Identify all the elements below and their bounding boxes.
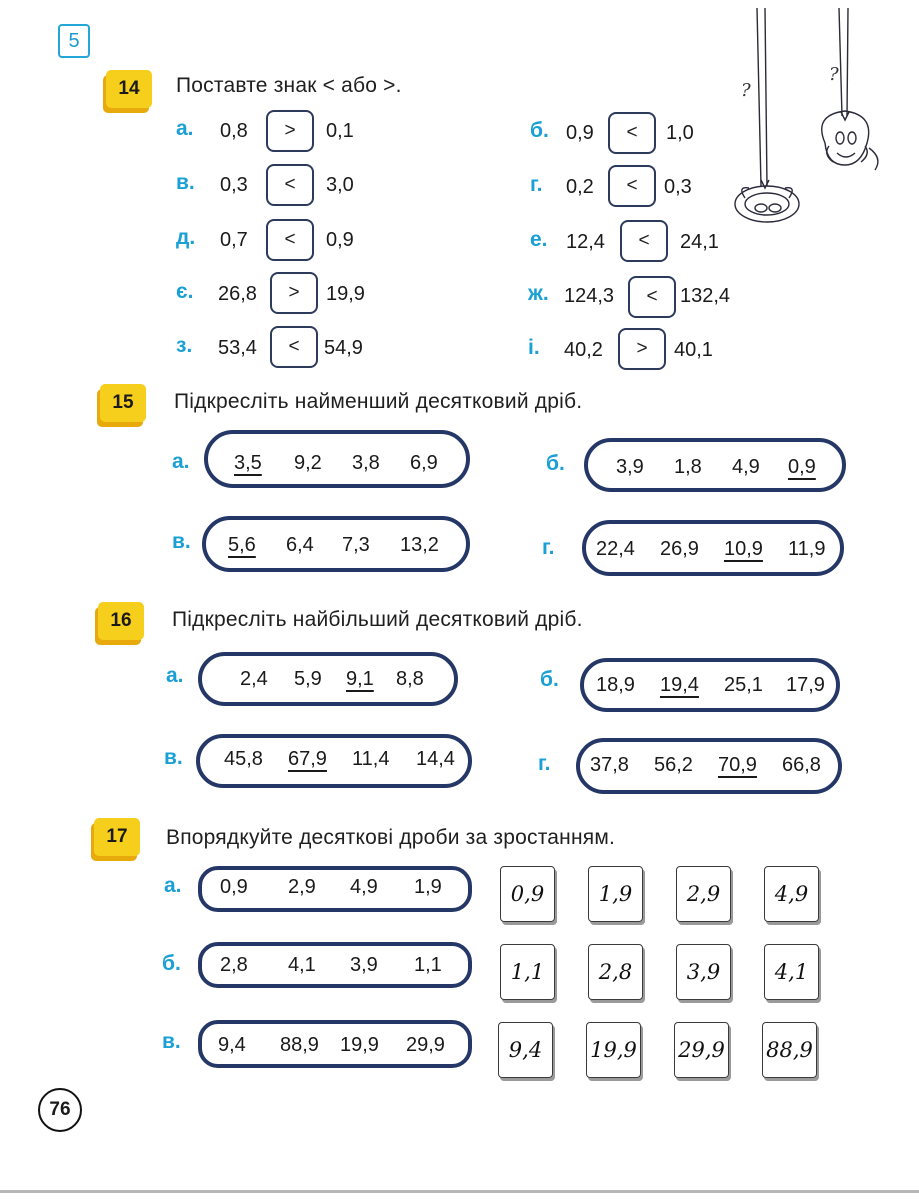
t17-number: 9,4 (218, 1034, 246, 1056)
unit-badge: 5 (58, 24, 90, 58)
t14-letter: є. (176, 280, 194, 303)
t17-number: 4,1 (288, 954, 316, 976)
t14-left-number: 0,8 (220, 120, 248, 142)
t17-number: 4,9 (350, 876, 378, 898)
t17-answer-box[interactable]: 88,9 (762, 1022, 817, 1078)
t16-number[interactable]: 37,8 (590, 754, 629, 776)
t16-letter: б. (540, 668, 559, 691)
t15-number-underlined[interactable]: 10,9 (724, 538, 763, 560)
t14-left-number: 0,9 (566, 122, 594, 144)
question-mark-left: ? (741, 80, 751, 101)
t14-letter: е. (530, 228, 548, 251)
t16-number[interactable]: 17,9 (786, 674, 825, 696)
t14-right-number: 19,9 (326, 283, 365, 305)
t14-letter: г. (530, 173, 543, 196)
t14-sign-box[interactable]: < (266, 164, 314, 206)
task-14-number: 14 (106, 70, 152, 108)
bottom-divider (0, 1190, 919, 1193)
t14-right-number: 0,9 (326, 229, 354, 251)
t16-number[interactable]: 56,2 (654, 754, 693, 776)
t16-number-underlined[interactable]: 67,9 (288, 748, 327, 770)
t14-letter: і. (528, 336, 540, 359)
t17-answer-box[interactable]: 2,8 (588, 944, 643, 1000)
t15-number[interactable]: 3,9 (616, 456, 644, 478)
t15-letter: а. (172, 450, 190, 473)
t16-number[interactable]: 11,4 (352, 748, 390, 770)
t16-number[interactable]: 45,8 (224, 748, 263, 770)
t14-right-number: 1,0 (666, 122, 694, 144)
t17-answer-box[interactable]: 19,9 (586, 1022, 641, 1078)
t14-sign-box[interactable]: < (266, 219, 314, 261)
t17-number: 29,9 (406, 1034, 445, 1056)
t14-left-number: 53,4 (218, 337, 257, 359)
t16-number-underlined[interactable]: 9,1 (346, 668, 374, 690)
t14-left-number: 40,2 (564, 339, 603, 361)
t17-answer-box[interactable]: 0,9 (500, 866, 555, 922)
t15-number-underlined[interactable]: 3,5 (234, 452, 262, 474)
t14-sign-box[interactable]: < (628, 276, 676, 318)
t16-number[interactable]: 5,9 (294, 668, 322, 690)
t16-letter: г. (538, 752, 551, 775)
t15-letter: в. (172, 530, 191, 553)
t17-answer-box[interactable]: 1,9 (588, 866, 643, 922)
task-15-number: 15 (100, 384, 146, 422)
t14-sign-box[interactable]: > (618, 328, 666, 370)
t16-number[interactable]: 25,1 (724, 674, 763, 696)
t15-number-underlined[interactable]: 5,6 (228, 534, 256, 556)
t14-right-number: 24,1 (680, 231, 719, 253)
t17-number: 3,9 (350, 954, 378, 976)
t17-number: 1,9 (414, 876, 442, 898)
t14-left-number: 12,4 (566, 231, 605, 253)
t14-letter: в. (176, 171, 195, 194)
t14-sign-box[interactable]: > (266, 110, 314, 152)
t14-right-number: 54,9 (324, 337, 363, 359)
t14-letter: а. (176, 117, 194, 140)
t14-sign-box[interactable]: < (620, 220, 668, 262)
t16-number-underlined[interactable]: 19,4 (660, 674, 699, 696)
t17-number: 2,9 (288, 876, 316, 898)
t17-letter: а. (164, 874, 182, 897)
t15-number[interactable]: 11,9 (788, 538, 826, 560)
t15-letter: г. (542, 536, 555, 559)
t14-left-number: 0,3 (220, 174, 248, 196)
t16-number[interactable]: 2,4 (240, 668, 268, 690)
t17-answer-box[interactable]: 3,9 (676, 944, 731, 1000)
t15-number[interactable]: 7,3 (342, 534, 370, 556)
hanging-spiders-illustration (725, 8, 895, 223)
t14-left-number: 124,3 (564, 285, 615, 307)
task-16-title: Підкресліть найбільший десятковий дріб. (172, 608, 583, 631)
t15-number[interactable]: 9,2 (294, 452, 322, 474)
question-mark-right: ? (829, 64, 839, 85)
t14-right-number: 3,0 (326, 174, 354, 196)
t14-left-number: 0,7 (220, 229, 248, 251)
t17-answer-box[interactable]: 4,1 (764, 944, 819, 1000)
t16-number[interactable]: 8,8 (396, 668, 424, 690)
t14-sign-box[interactable]: > (270, 272, 318, 314)
t15-number[interactable]: 4,9 (732, 456, 760, 478)
t14-left-number: 26,8 (218, 283, 257, 305)
t14-right-number: 0,3 (664, 176, 692, 198)
t14-sign-box[interactable]: < (608, 165, 656, 207)
t14-letter: д. (176, 226, 196, 249)
t15-number[interactable]: 6,9 (410, 452, 438, 474)
t17-number: 2,8 (220, 954, 248, 976)
task-17-number: 17 (94, 818, 140, 856)
t16-number[interactable]: 14,4 (416, 748, 455, 770)
t15-number[interactable]: 13,2 (400, 534, 439, 556)
page-number: 76 (38, 1088, 82, 1132)
t15-number[interactable]: 6,4 (286, 534, 314, 556)
t17-answer-box[interactable]: 9,4 (498, 1022, 553, 1078)
t16-letter: в. (164, 746, 183, 769)
t17-answer-box[interactable]: 4,9 (764, 866, 819, 922)
t17-letter: б. (162, 952, 181, 975)
t14-left-number: 0,2 (566, 176, 594, 198)
t16-number-underlined[interactable]: 70,9 (718, 754, 757, 776)
t14-sign-box[interactable]: < (608, 112, 656, 154)
task-16-number: 16 (98, 602, 144, 640)
t14-right-number: 132,4 (680, 285, 731, 307)
t16-number[interactable]: 66,8 (782, 754, 821, 776)
task-14-title: Поставте знак < або >. (176, 74, 402, 97)
t15-letter: б. (546, 452, 565, 475)
t16-number[interactable]: 18,9 (596, 674, 635, 696)
task-15-title: Підкресліть найменший десятковий дріб. (174, 390, 583, 413)
t14-sign-box[interactable]: < (270, 326, 318, 368)
t17-answer-box[interactable]: 1,1 (500, 944, 555, 1000)
t15-number[interactable]: 22,4 (596, 538, 635, 560)
t17-number: 1,1 (414, 954, 442, 976)
t17-answer-box[interactable]: 2,9 (676, 866, 731, 922)
t15-number[interactable]: 1,8 (674, 456, 702, 478)
t14-right-number: 0,1 (326, 120, 354, 142)
t15-number[interactable]: 26,9 (660, 538, 699, 560)
t17-number: 19,9 (340, 1034, 379, 1056)
t14-letter: з. (176, 334, 193, 357)
t17-letter: в. (162, 1030, 181, 1053)
t15-number-underlined[interactable]: 0,9 (788, 456, 816, 478)
t16-letter: а. (166, 664, 184, 687)
task-17-title: Впорядкуйте десяткові дроби за зростанням. (166, 826, 615, 849)
t17-answer-box[interactable]: 29,9 (674, 1022, 729, 1078)
t14-right-number: 40,1 (674, 339, 713, 361)
t17-number: 88,9 (280, 1034, 319, 1056)
t15-number[interactable]: 3,8 (352, 452, 380, 474)
t17-number: 0,9 (220, 876, 248, 898)
t14-letter: ж. (528, 282, 549, 305)
t14-letter: б. (530, 119, 549, 142)
